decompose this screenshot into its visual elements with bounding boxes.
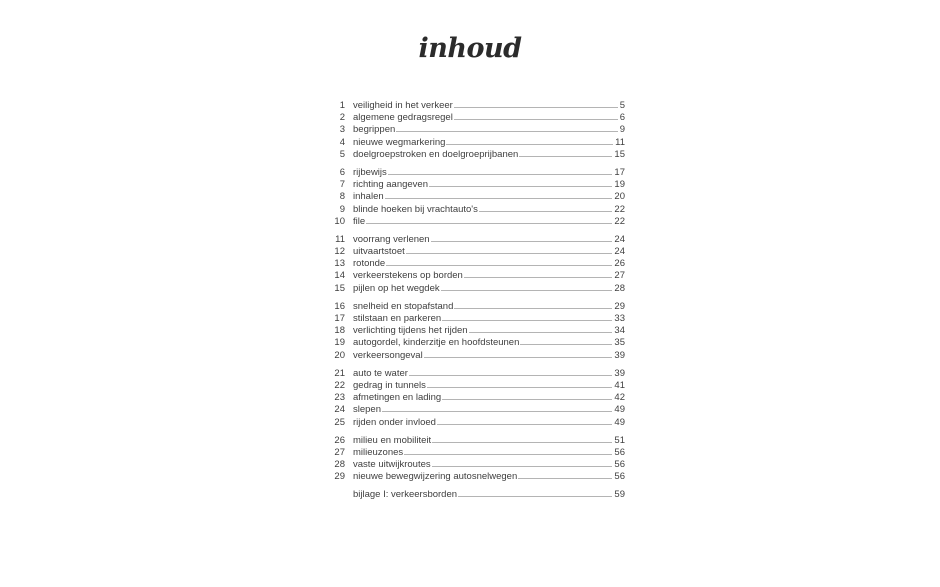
leader-line [429, 186, 612, 187]
toc-entry-page: 22 [614, 203, 625, 215]
toc-row [333, 435, 625, 447]
toc-entry-number: 16 [334, 300, 345, 312]
leader-line [406, 253, 613, 254]
toc-entry-title: blinde hoeken bij vrachtauto's [353, 203, 478, 215]
toc-row [333, 100, 625, 112]
toc-entry-title: verlichting tijdens het rijden [353, 325, 468, 337]
leader-line [518, 478, 612, 479]
toc-entry-title: stilstaan en parkeren [353, 313, 442, 324]
toc-entry-title: nieuwe bewegwijzering autosnelwegen [353, 471, 518, 483]
toc-row-appendix [333, 489, 625, 501]
toc-entry-title: slepen [353, 404, 381, 416]
page-title: inhoud [418, 33, 522, 64]
toc-entry-page: 34 [614, 325, 625, 337]
toc-group [333, 301, 625, 362]
toc-entry-title: vaste uitwijkroutes [353, 459, 431, 471]
toc-entry-number: 9 [339, 203, 345, 215]
toc-entry-number: 23 [334, 392, 345, 404]
toc-entry-page: 24 [614, 233, 625, 245]
leader-line [454, 308, 612, 309]
toc-entry-number: 21 [334, 367, 345, 379]
toc-entry-number: 27 [334, 446, 345, 458]
leader-line [424, 357, 613, 358]
toc-entry-page: 22 [614, 215, 625, 227]
toc-entry-title: afmetingen en lading [353, 392, 442, 404]
toc-entry-number: 28 [334, 459, 345, 471]
leader-line [442, 399, 612, 400]
toc-entry-title: snelheid en stopafstand [353, 300, 454, 312]
toc-row [333, 417, 625, 429]
toc-entry-title: rotonde [353, 258, 386, 270]
leader-line [454, 119, 618, 120]
toc-entry-title: verkeerstekens op borden [353, 270, 463, 282]
leader-line [442, 320, 612, 321]
toc-row [333, 216, 625, 228]
leader-line [458, 496, 612, 497]
toc-entry-number: 15 [334, 282, 345, 294]
toc-row [333, 234, 625, 246]
toc-entry-page: 59 [614, 489, 625, 501]
toc-group [333, 368, 625, 429]
toc-groups [333, 100, 625, 483]
toc-row [333, 313, 625, 325]
toc-entry-page: 5 [619, 100, 625, 111]
leader-line [404, 454, 612, 455]
toc-row [333, 246, 625, 258]
toc-entry-number: 8 [339, 191, 345, 203]
toc-entry-page: 42 [614, 392, 625, 404]
toc-entry-number: 26 [334, 434, 345, 446]
toc-entry-page: 29 [614, 300, 625, 312]
leader-line [454, 107, 618, 108]
toc-entry-page: 9 [619, 124, 625, 136]
toc-entry-number: 11 [335, 233, 345, 245]
toc-entry-number: 3 [339, 124, 345, 136]
toc-entry-number: 22 [334, 379, 345, 391]
toc-row [333, 137, 625, 149]
toc-entry-page: 17 [614, 166, 625, 178]
toc-entry-title: doelgroepstroken en doelgroeprijbanen [353, 148, 519, 160]
toc-entry-title: bijlage I: verkeersborden [353, 489, 458, 501]
toc-entry-number: 6 [339, 166, 345, 178]
leader-line [441, 290, 613, 291]
toc-entry-number: 1 [339, 100, 345, 111]
toc-entry-title: voorrang verlenen [353, 233, 430, 245]
toc-entry-page: 15 [614, 148, 625, 160]
toc-entry-page: 56 [614, 459, 625, 471]
toc-group [333, 167, 625, 228]
leader-line [469, 332, 613, 333]
toc-entry-title: richting aangeven [353, 179, 428, 191]
toc-entry-title: verkeersongeval [353, 349, 423, 361]
toc-row [333, 471, 625, 483]
toc-entry-title: rijbewijs [353, 166, 387, 178]
toc-entry-number: 7 [339, 179, 345, 191]
toc-row [333, 258, 625, 270]
toc-row [333, 124, 625, 136]
leader-line [520, 344, 612, 345]
leader-line [432, 442, 612, 443]
leader-line [396, 131, 617, 132]
leader-line [519, 156, 612, 157]
toc-entry-number: 14 [334, 270, 345, 282]
toc-row [333, 179, 625, 191]
leader-line [479, 211, 613, 212]
toc-entry-title: rijden onder invloed [353, 416, 436, 428]
toc-entry-page: 49 [614, 404, 625, 416]
leader-line [437, 424, 613, 425]
toc-entry-number: 25 [334, 416, 345, 428]
toc-entry-page: 51 [614, 434, 625, 446]
toc-entry-page: 24 [614, 246, 625, 258]
toc-entry-number: 4 [339, 136, 345, 148]
toc-entry-number: 12 [334, 246, 345, 258]
toc-entry-title: veiligheid in het verkeer [353, 100, 453, 111]
toc-entry-page: 41 [614, 379, 625, 391]
toc-entry-title: algemene gedragsregel [353, 112, 453, 124]
leader-line [464, 277, 613, 278]
toc-entry-number: 13 [334, 258, 345, 270]
toc-entry-title: file [353, 215, 366, 227]
toc-row [333, 325, 625, 337]
toc-row [333, 380, 625, 392]
toc-entry-title: milieu en mobiliteit [353, 434, 432, 446]
toc-row [333, 204, 625, 216]
toc-entry-number: 24 [334, 404, 345, 416]
toc-entry-number: 5 [339, 148, 345, 160]
toc-entry-number: 29 [334, 471, 345, 483]
toc-entry-title: autogordel, kinderzitje en hoofdsteunen [353, 337, 520, 349]
table-of-contents [333, 100, 625, 508]
toc-row [333, 301, 625, 313]
toc-row [333, 112, 625, 124]
toc-row [333, 350, 625, 362]
toc-entry-page: 35 [614, 337, 625, 349]
toc-entry-number: 19 [334, 337, 345, 349]
toc-entry-title: inhalen [353, 191, 384, 203]
toc-entry-number: 10 [334, 215, 345, 227]
toc-row [333, 447, 625, 459]
toc-entry-number: 18 [334, 325, 345, 337]
toc-entry-page: 6 [619, 112, 625, 124]
toc-entry-title: nieuwe wegmarkering [353, 136, 446, 148]
leader-line [446, 144, 613, 145]
toc-entry-title: milieuzones [353, 446, 404, 458]
toc-entry-page: 27 [614, 270, 625, 282]
toc-group [333, 100, 625, 161]
toc-entry-number: 17 [334, 313, 345, 324]
leader-line [386, 265, 612, 266]
leader-line [388, 174, 613, 175]
leader-line [385, 198, 613, 199]
toc-entry-page: 33 [614, 313, 625, 324]
toc-entry-page: 20 [614, 191, 625, 203]
toc-row [333, 283, 625, 295]
leader-line [427, 387, 613, 388]
toc-entry-page: 56 [614, 471, 625, 483]
toc-entry-title: pijlen op het wegdek [353, 282, 440, 294]
toc-entry-page: 39 [614, 367, 625, 379]
toc-row [333, 167, 625, 179]
toc-entry-page: 28 [614, 282, 625, 294]
leader-line [382, 411, 612, 412]
toc-row [333, 149, 625, 161]
toc-entry-page: 26 [614, 258, 625, 270]
toc-entry-page: 49 [614, 416, 625, 428]
leader-line [431, 241, 613, 242]
leader-line [409, 375, 613, 376]
toc-row [333, 368, 625, 380]
toc-row [333, 270, 625, 282]
toc-row [333, 404, 625, 416]
toc-group [333, 435, 625, 484]
toc-entry-title: uitvaartstoet [353, 246, 405, 258]
toc-entry-page: 19 [614, 179, 625, 191]
toc-entry-page: 11 [615, 136, 625, 148]
toc-appendix-group [333, 489, 625, 501]
toc-group [333, 234, 625, 295]
leader-line [432, 466, 613, 467]
toc-entry-title: auto te water [353, 367, 408, 379]
leader-line [366, 223, 612, 224]
toc-entry-page: 56 [614, 446, 625, 458]
toc-entry-page: 39 [614, 349, 625, 361]
toc-entry-number: 20 [334, 349, 345, 361]
toc-row [333, 337, 625, 349]
toc-row [333, 191, 625, 203]
toc-entry-number: 2 [339, 112, 345, 124]
toc-entry-title: gedrag in tunnels [353, 379, 426, 391]
toc-entry-title: begrippen [353, 124, 396, 136]
toc-row [333, 392, 625, 404]
toc-row [333, 459, 625, 471]
